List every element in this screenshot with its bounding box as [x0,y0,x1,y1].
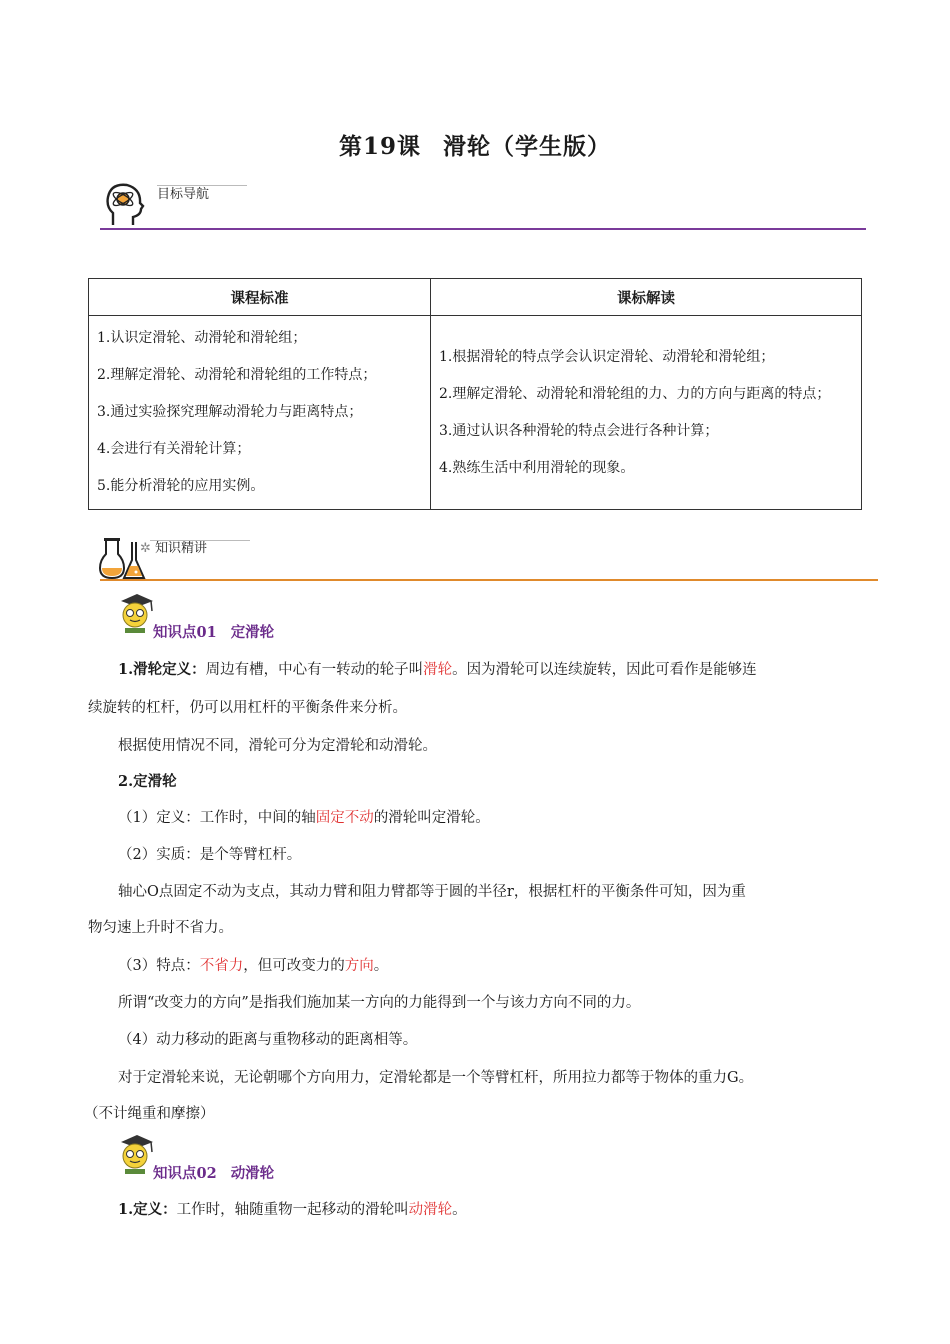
list-item: 3.通过实验探究理解动滑轮力与距离特点； [97,404,363,420]
kp2-name: 动滑轮 [230,1165,275,1182]
nav-underline [157,185,247,186]
highlight-term: 不省力 [199,958,244,974]
fixed-summary-note: （不计绳重和摩擦） [84,1106,215,1122]
pulley-definition-cont: 续旋转的杠杆，仍可以用杠杆的平衡条件来分析。 [88,700,407,716]
page-title [0,128,950,161]
definition-label: 1.滑轮定义： [118,661,206,678]
fixed-pulley-heading [118,772,177,792]
subheading: 2.定滑轮 [118,773,177,790]
text: （1）定义：工作时，中间的轴 [118,810,316,826]
list-item: 1.根据滑轮的特点学会认识定滑轮、动滑轮和滑轮组； [439,348,775,365]
axis-explanation: 轴心O点固定不动为支点，其动力臂和阻力臂都等于圆的半径r，根据杠杆的平衡条件可知，因为重 [118,884,746,900]
text: 周边有槽，中心有一转动的轮子叫 [205,662,424,678]
flask-icon [98,536,146,580]
brain-head-icon [103,181,145,227]
highlight-term: 滑轮 [423,662,453,678]
list-item: 5.能分析滑轮的应用实例。 [97,478,265,494]
graduate-mascot-icon [117,1132,155,1176]
list-item: 4.熟练生活中利用滑轮的现象。 [439,459,635,476]
text: （3）特点： [118,958,200,974]
axis-explanation-cont: 物匀速上升时不省力。 [88,920,233,936]
orange-divider [100,579,878,581]
movable-definition [118,1200,467,1220]
lesson-number: 第19课 [338,133,421,160]
fixed-item-3 [118,956,388,976]
kp1-name: 定滑轮 [230,624,275,641]
table-header: 课程标准 [89,279,431,316]
table-row [89,316,862,510]
nav-section-label: 目标导航 [157,187,210,202]
standards-cell [89,316,431,510]
text: 。 [452,1202,467,1218]
kp1-heading [153,621,274,642]
pulley-definition [118,660,757,680]
curriculum-table [88,278,862,510]
list-item: 2.理解定滑轮、动滑轮和滑轮组的力、力的方向与距离的特点； [439,385,831,402]
fixed-item-2: （2）实质：是个等臂杠杆。 [118,847,302,863]
kp2-heading [153,1162,274,1183]
pulley-classification: 根据使用情况不同，滑轮可分为定滑轮和动滑轮。 [118,738,437,754]
text: 。 [373,958,389,974]
list-item: 4.会进行有关滑轮计算； [97,441,251,457]
text: 工作时，轴随重物一起移动的滑轮叫 [176,1202,409,1218]
interpretation-cell [431,316,862,510]
knowledge-underline [150,540,250,541]
text: ，但可改变力的 [243,958,345,974]
knowledge-label-text: 知识精讲 [155,541,208,556]
lesson-topic: 滑轮（学生版） [443,133,611,160]
kp2-number: 知识点02 [153,1165,217,1182]
purple-divider [100,228,866,230]
highlight-term: 方向 [344,958,374,974]
text: 的滑轮叫定滑轮。 [373,810,490,826]
list-item: 3.通过认识各种滑轮的特点会进行各种计算； [439,422,719,439]
kp1-number: 知识点01 [153,624,217,641]
highlight-term: 动滑轮 [408,1202,453,1218]
list-item: 1.认识定滑轮、动滑轮和滑轮组； [97,330,307,346]
list-item: 2.理解定滑轮、动滑轮和滑轮组的工作特点； [97,367,377,383]
table-header: 课标解读 [431,279,862,316]
sparkle-icon: ✲ [140,541,156,556]
fixed-item-4: （4）动力移动的距离与重物移动的距离相等。 [118,1032,418,1048]
fixed-summary: 对于定滑轮来说，无论朝哪个方向用力，定滑轮都是一个等臂杠杆，所用拉力都等于物体的重力G。 [118,1070,754,1086]
highlight-term: 固定不动 [315,810,374,826]
text: 。因为滑轮可以连续旋转，因此可看作是能够连 [452,662,757,678]
graduate-mascot-icon [117,591,155,635]
fixed-item-1 [118,808,490,828]
direction-note: 所谓“改变力的方向”是指我们施加某一方向的力能得到一个与该力方向不同的力。 [118,995,641,1011]
definition-label: 1.定义： [118,1201,177,1218]
table-header-row [89,279,862,316]
